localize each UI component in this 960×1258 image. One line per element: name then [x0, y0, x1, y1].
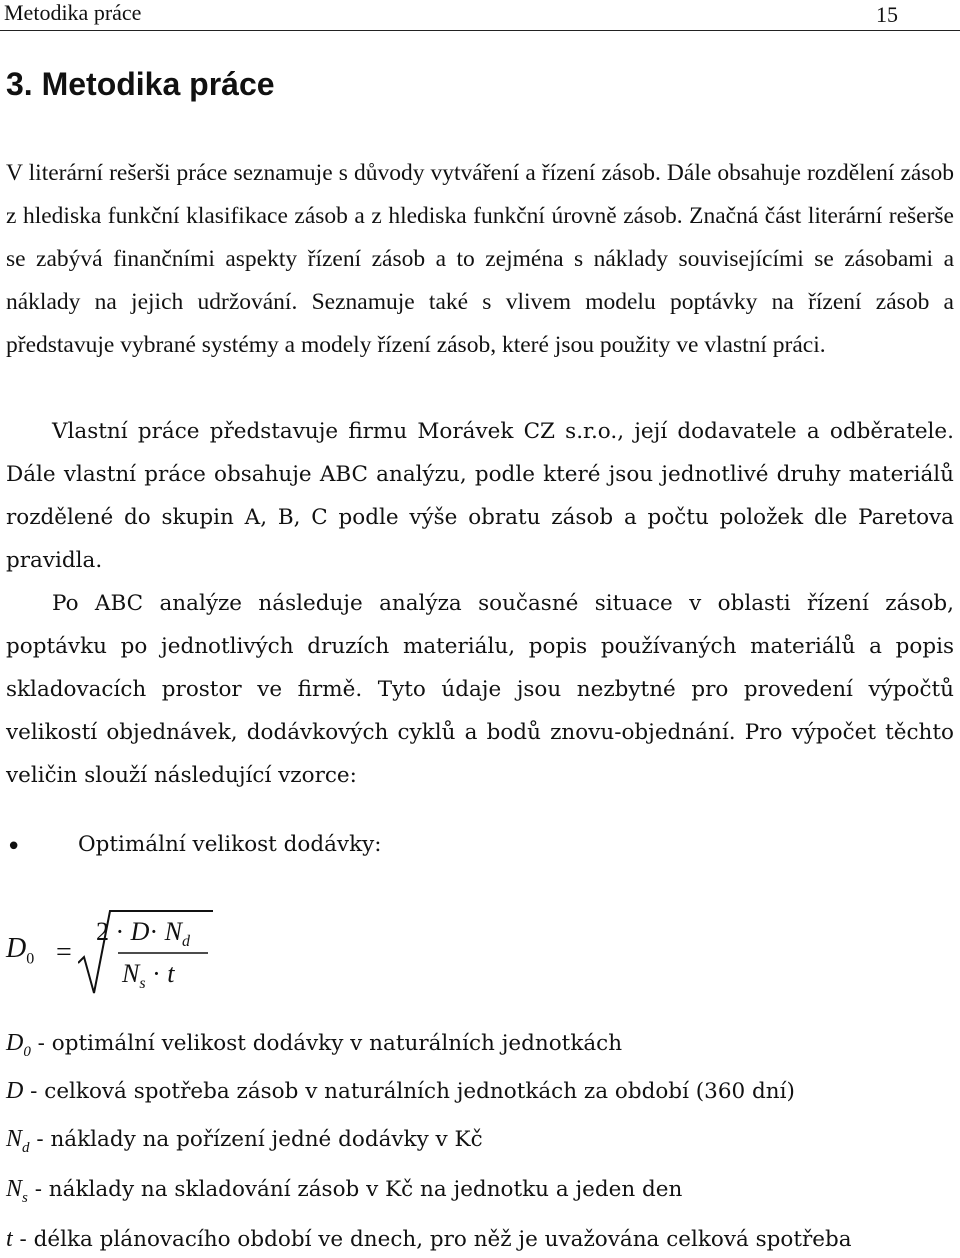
- definition-d0: [6, 1030, 622, 1061]
- definition-text: - náklady na skladování zásob v Kč na jednotku a jeden den: [27, 1177, 683, 1202]
- definition-nd: [6, 1126, 483, 1157]
- symbol: $D_0$: [6, 1030, 31, 1060]
- definition-text: - celková spotřeba zásob v naturálních jednotkách za období (360 dní): [23, 1079, 795, 1104]
- bullet-icon: •: [6, 832, 22, 862]
- formula-numerator: $2 \cdot D\cdot N_d$: [96, 917, 190, 951]
- formula-equals: =: [56, 937, 72, 968]
- eoq-formula: [6, 905, 226, 1005]
- paragraph-intro: V literární rešerši práce seznamuje s důvody vytváření a řízení zásob. Dále obsahuje rozdělení zásob z hlediska funkční klasifikace zásob a z hlediska funkční úrovně zásob. Značná část literární rešerše se zabývá finančními aspekty řízení zásob a to zejména s náklady souvisejícími se zásobami a náklady na jejich udržování. Seznamuje také s vlivem modelu poptávky na řízení zásob a představuje vybrané systémy a modely řízení zásob, které jsou použity ve vlastní práci.: [6, 160, 954, 358]
- formula-denominator: $N_s \cdot t$: [122, 959, 175, 993]
- symbol: t: [6, 1226, 13, 1252]
- definition-ns: [6, 1176, 682, 1207]
- running-header: [0, 0, 960, 31]
- page-number: 15: [876, 2, 898, 27]
- paragraph-analysis: Po ABC analýze následuje analýza současné situace v oblasti řízení zásob, poptávku po jednotlivých druzích materiálu, popis používaných materiálů a popis skladovacích prostor ve firmě. Tyto údaje jsou nezbytné pro provedení výpočtů velikostí objednávek, dodávkových cyklů a bodů znovu-objednání. Pro výpočet těchto veličin slouží následující vzorce:: [6, 591, 954, 788]
- symbol: $N_s$: [6, 1176, 28, 1206]
- definition-text: - náklady na pořízení jedné dodávky v Kč: [29, 1127, 483, 1152]
- symbol: $N_d$: [6, 1126, 30, 1156]
- symbol: D: [6, 1078, 24, 1104]
- definition-text: - délka plánovacího období ve dnech, pro něž je uvažována celková spotřeba: [12, 1227, 852, 1252]
- definition-d: [6, 1078, 795, 1109]
- header-chapter-title: Metodika práce: [4, 0, 142, 25]
- definition-text: - optimální velikost dodávky v naturálních jednotkách: [30, 1031, 623, 1056]
- section-title: 3. Metodika práce: [6, 66, 275, 102]
- bullet-text: Optimální velikost dodávky:: [78, 832, 382, 857]
- definition-t: [6, 1226, 852, 1257]
- paragraph-own-work: Vlastní práce představuje firmu Morávek CZ s.r.o., její dodavatele a odběratele. Dále vlastní práce obsahuje ABC analýzu, podle které jsou jednotlivé druhy materiálů rozdělené do skupin A, B, C podle výše obratu zásob a počtu položek dle Paretova pravidla.: [6, 419, 954, 573]
- formula-lhs: $D_0$: [6, 933, 35, 968]
